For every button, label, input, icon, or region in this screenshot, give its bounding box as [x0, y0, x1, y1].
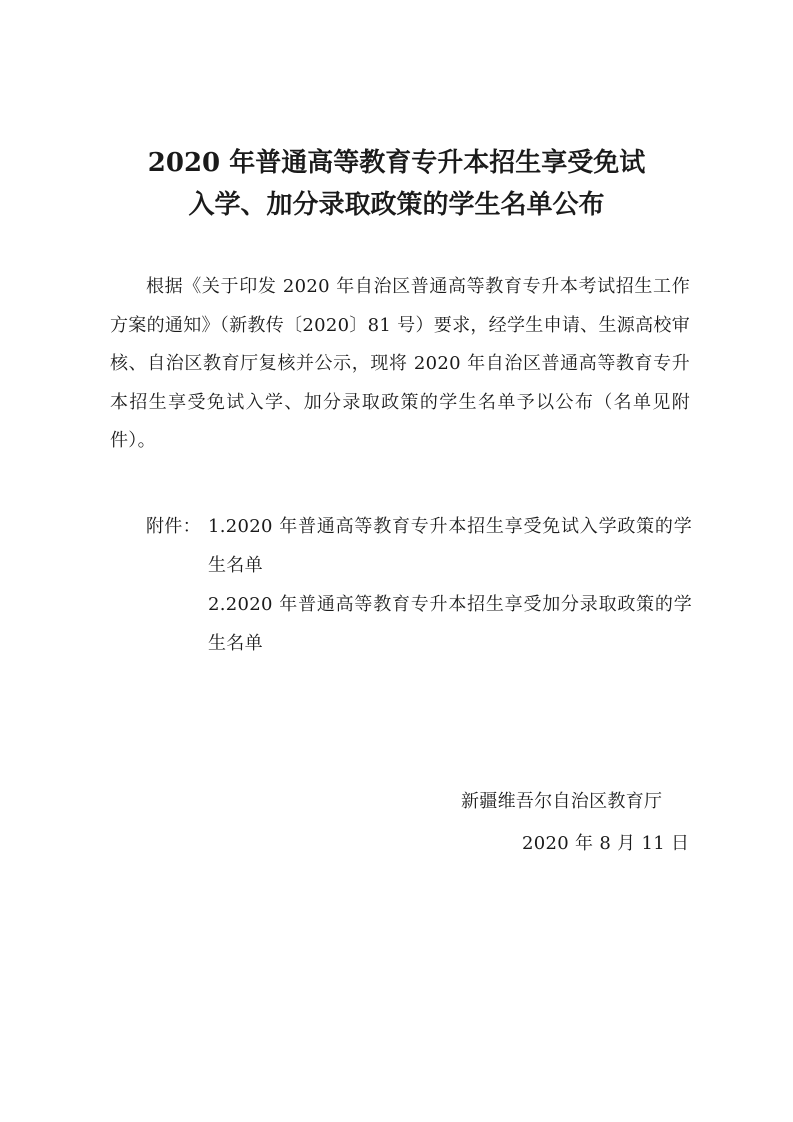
- attachment-item-2: 2.2020 年普通高等教育专升本招生享受加分录取政策的学生名单: [208, 594, 692, 654]
- document-title-line-1: 2020 年普通高等教育专升本招生享受免试: [147, 148, 646, 178]
- attachments-label: 附件：: [146, 516, 201, 537]
- issuer-name: 新疆维吾尔自治区教育厅: [461, 791, 663, 812]
- body-paragraph: 根据《关于印发 2020 年自治区普通高等教育专升本考试招生工作方案的通知》（新教传〔2020〕81 号）要求，经学生申请、生源高校审核、自治区教育厅复核并公示，现将 2020 年自治区普通高等教育专升本招生享受免试入学、加分录取政策的学生名单予以公布（名单见附件）。: [110, 276, 690, 452]
- document-title-line-2: 入学、加分录取政策的学生名单公布: [188, 190, 605, 220]
- issue-date: 2020 年 8 月 11 日: [522, 833, 690, 854]
- attachment-item-1: 1.2020 年普通高等教育专升本招生享受免试入学政策的学生名单: [208, 516, 692, 576]
